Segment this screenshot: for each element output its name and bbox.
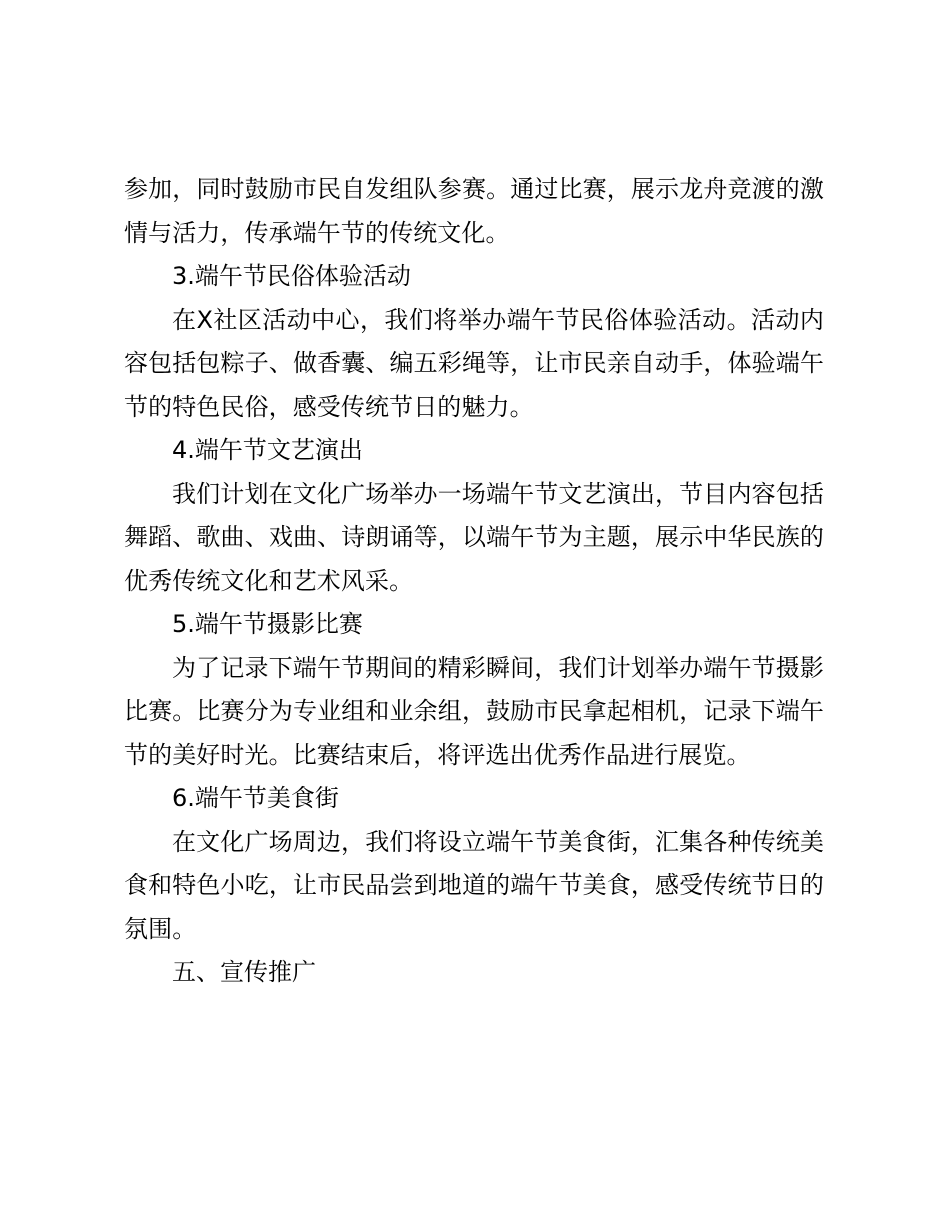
paragraph-dragon-boat-continuation: 参加，同时鼓励市民自发组队参赛。通过比赛，展示龙舟竞渡的激情与活力，传承端午节的传统文化。	[124, 175, 824, 247]
paragraph-photo-contest: 为了记录下端午节期间的精彩瞬间，我们计划举办端午节摄影比赛。比赛分为专业组和业余组，鼓励市民拿起相机，记录下端午节的美好时光。比赛结束后，将评选出优秀作品进行展览。	[124, 653, 824, 769]
heading-promotion: 五、宣传推广	[172, 958, 316, 986]
paragraph-folk-experience: 在X社区活动中心，我们将举办端午节民俗体验活动。活动内容包括包粽子、做香囊、编五彩绳等，让市民亲自动手，体验端午节的特色民俗，感受传统节日的魅力。	[124, 305, 824, 421]
heading-art-performance: 4.端午节文艺演出	[172, 436, 363, 464]
paragraph-food-street: 在文化广场周边，我们将设立端午节美食街，汇集各种传统美食和特色小吃，让市民品尝到地道的端午节美食，感受传统节日的氛围。	[124, 827, 824, 943]
heading-folk-experience: 3.端午节民俗体验活动	[172, 262, 411, 290]
paragraph-art-performance: 我们计划在文化广场举办一场端午节文艺演出，节目内容包括舞蹈、歌曲、戏曲、诗朗诵等，以端午节为主题，展示中华民族的优秀传统文化和艺术风采。	[124, 479, 824, 595]
heading-food-street: 6.端午节美食街	[172, 784, 339, 812]
heading-photo-contest: 5.端午节摄影比赛	[172, 610, 363, 638]
document-body	[124, 168, 824, 995]
